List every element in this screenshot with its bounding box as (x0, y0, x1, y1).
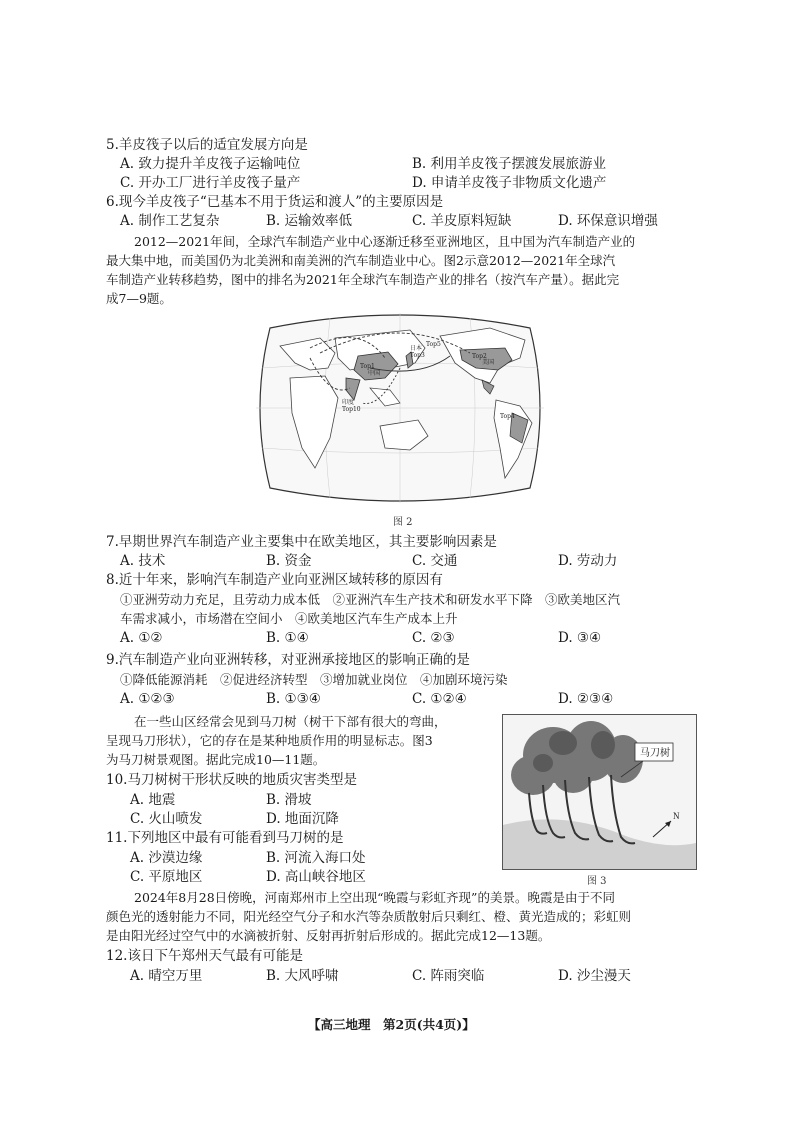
q9-items-line: ①降低能源消耗 ②促进经济转型 ③增加就业岗位 ④加剧环境污染 (120, 672, 508, 687)
q10-option-a: A. 地震 (130, 792, 176, 808)
q7-option-d: D. 劳动力 (558, 553, 618, 569)
q8-option-d: D. ③④ (558, 630, 602, 646)
q9-stem: 9.汽车制造产业向亚洲转移，对亚洲承接地区的影响正确的是 (106, 652, 470, 668)
q8-stem: 8.近十年来，影响汽车制造产业向亚洲区域转移的原因有 (106, 572, 443, 588)
q9-option-d: D. ②③④ (558, 691, 614, 707)
figure-3-north-arrow: N (673, 811, 680, 821)
q6-option-b: B. 运输效率低 (266, 213, 353, 229)
q7-option-a: A. 技术 (120, 553, 166, 569)
passage2-line-3: 为马刀树景观图。据此完成10—11题。 (106, 752, 326, 767)
q7-stem: 7.早期世界汽车制造产业主要集中在欧美地区，其主要影响因素是 (106, 534, 497, 550)
figure-3-label-saber-tree: 马刀树 (640, 748, 670, 759)
passage3-line-2: 颜色光的透射能力不同，阳光经空气分子和水汽等杂质散射后只剩红、橙、黄光造成的；彩虹则 (106, 909, 632, 924)
q5-option-a: A. 致力提升羊皮筏子运输吨位 (120, 156, 301, 172)
q7-option-c: C. 交通 (412, 553, 458, 569)
passage1-line-1: 2012—2021年间，全球汽车制造产业中心逐渐迁移至亚洲地区，且中国为汽车制造产业的 (134, 234, 636, 249)
q11-option-b: B. 河流入海口处 (266, 850, 366, 866)
figure-3-saber-trees (502, 714, 697, 870)
map-label-india: 印度 (342, 399, 355, 406)
q5-option-c: C. 开办工厂进行羊皮筏子量产 (120, 175, 301, 191)
q9-option-b: B. ①③④ (266, 691, 321, 707)
q9-option-a: A. ①②③ (120, 691, 175, 707)
q11-option-a: A. 沙漠边缘 (130, 850, 203, 866)
passage2-line-2: 呈现马刀形状），它的存在是某种地质作用的明显标志。图3 (106, 733, 433, 748)
passage1-line-3: 车制造产业转移趋势，图中的排名为2021年全球汽车制造产业的排名（按汽车产量）。据此完 (106, 272, 620, 287)
q11-stem: 11.下列地区中最有可能看到马刀树的是 (106, 830, 344, 846)
passage1-line-4: 成7—9题。 (106, 291, 172, 306)
q11-option-c: C. 平原地区 (130, 869, 203, 885)
q8-option-b: B. ①④ (266, 630, 309, 646)
q6-option-d: D. 环保意识增强 (558, 213, 658, 229)
q6-option-a: A. 制作工艺复杂 (120, 213, 220, 229)
q12-option-c: C. 阵雨突临 (412, 968, 485, 984)
map-label-top2: Top2 (472, 353, 487, 360)
q12-option-d: D. 沙尘漫天 (558, 968, 631, 984)
map-label-usa: 美国 (482, 359, 495, 366)
q8-items-line-2: 车需求减小，市场潜在空间小 ④欧美地区汽车生产成本上升 (120, 611, 458, 626)
figure-3-caption: 图 3 (587, 876, 607, 887)
figure-2-world-map (250, 308, 550, 508)
q5-stem: 5.羊皮筏子以后的适宜发展方向是 (106, 137, 308, 153)
q12-option-b: B. 大风呼啸 (266, 968, 339, 984)
q8-items-line-1: ①亚洲劳动力充足，且劳动力成本低 ②亚洲汽车生产技术和研发水平下降 ③欧美地区汽 (120, 592, 621, 607)
q5-option-d: D. 申请羊皮筏子非物质文化遗产 (412, 175, 607, 191)
q7-option-b: B. 资金 (266, 553, 312, 569)
q10-option-c: C. 火山喷发 (130, 811, 203, 827)
map-label-top5: Top5 (426, 341, 441, 348)
map-label-china: 中国 (368, 370, 381, 377)
passage1-line-2: 最大集中地，而美国仍为北美洲和南美洲的汽车制造业中心。图2示意2012—2021年全球汽 (106, 253, 616, 268)
passage3-line-3: 是由阳光经过空气中的水滴被折射、反射再折射后形成的。据此完成12—13题。 (106, 928, 551, 943)
map-label-top10: Top10 (342, 406, 361, 413)
passage2-line-1: 在一些山区经常会见到马刀树（树干下部有很大的弯曲， (134, 714, 447, 729)
q6-option-c: C. 羊皮原料短缺 (412, 213, 512, 229)
q12-option-a: A. 晴空万里 (130, 968, 203, 984)
q11-option-d: D. 高山峡谷地区 (266, 869, 366, 885)
q9-option-c: C. ①②④ (412, 691, 467, 707)
map-label-top1: Top1 (360, 363, 375, 370)
world-map-graphic (250, 308, 550, 508)
page-footer: 【高三地理 第2页(共4页)】 (308, 1017, 475, 1032)
q10-option-b: B. 滑坡 (266, 792, 312, 808)
q8-option-a: A. ①② (120, 630, 163, 646)
q8-option-c: C. ②③ (412, 630, 455, 646)
map-label-top3: Top3 (410, 352, 425, 359)
q5-option-b: B. 利用羊皮筏子摆渡发展旅游业 (412, 156, 607, 172)
figure-2-caption: 图 2 (393, 517, 413, 528)
passage3-line-1: 2024年8月28日傍晚，河南郑州市上空出现“晚霞与彩虹齐现”的美景。晚霞是由于不同 (134, 890, 615, 905)
map-label-top4: Top4 (500, 413, 515, 420)
q10-stem: 10.马刀树树干形状反映的地质灾害类型是 (106, 772, 357, 788)
map-label-japan: 日本 (410, 345, 423, 352)
q10-option-d: D. 地面沉降 (266, 811, 339, 827)
q6-stem: 6.现今羊皮筏子“已基本不用于货运和渡人”的主要原因是 (106, 194, 444, 210)
q12-stem: 12.该日下午郑州天气最有可能是 (106, 948, 303, 964)
saber-trees-illustration (503, 715, 696, 869)
